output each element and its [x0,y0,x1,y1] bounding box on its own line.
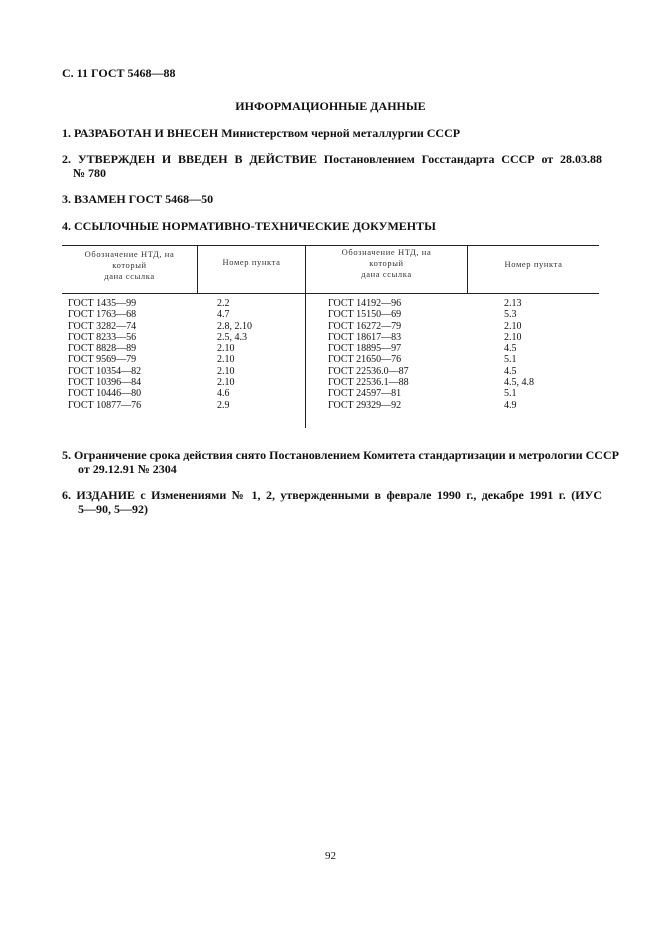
table-cell-doc: ГОСТ 8233—56 [68,331,137,343]
item-2-line2: № 780 [73,166,107,180]
table-cell-doc: ГОСТ 10396—84 [68,377,142,389]
item-1 [62,126,602,140]
table-cell-item: 2.10 [504,331,522,343]
item-6 [62,488,602,516]
table-cell-doc: ГОСТ 15150—69 [328,309,402,321]
table-cell-item: 4.7 [217,309,230,321]
item-2-caps: УТВЕРЖДЕН И ВВЕДЕН В ДЕЙСТВИЕ [77,152,317,166]
table-cell-doc: ГОСТ 10877—76 [68,399,142,411]
table-cell-doc: ГОСТ 18617—83 [328,331,402,343]
item-5-line1: 5. Ограничение срока действия снято Постановлением Комитета стандартизации и метрологии СССР [62,448,619,462]
table-cell-item: 5.1 [504,388,517,400]
table-cell-item: 2.13 [504,298,522,309]
item-6-line2: 5—90, 5—92) [78,502,148,516]
right-doc-column [328,298,409,411]
header-ref-doc-1: Обозначение НТД, на который дана ссылка [84,249,175,281]
item-2-number: 2. [62,152,71,166]
table-cell-item: 2.2 [217,298,230,309]
item-1-number: 1. [62,126,71,140]
table-cell-doc: ГОСТ 21650—76 [328,354,402,366]
item-2-text: Постановлением Госстандарта СССР от 28.03.88 [323,152,603,166]
table-divider [305,293,306,428]
table-cell-doc: ГОСТ 14192—96 [328,298,402,309]
references-table [62,245,599,428]
table-cell-item: 5.1 [504,354,517,366]
table-cell-item: 4.5 [504,365,517,377]
table-cell-item: 2.10 [217,354,235,366]
item-1-text: Министерством черной металлургии СССР [221,126,461,140]
table-cell-item: 2.10 [504,320,522,332]
table-cell-doc: ГОСТ 3282—74 [68,320,137,332]
item-1-caps: РАЗРАБОТАН И ВНЕСЕН [74,126,219,140]
table-cell-doc: ГОСТ 1435—99 [68,298,137,309]
table-cell-item: 4.5, 4.8 [504,377,534,389]
table-cell-item: 2.8, 2.10 [217,320,252,332]
header-item-2: Номер пункта [504,259,563,269]
item-5-line2: от 29.12.91 № 2304 [78,462,177,476]
table-cell-item: 2.10 [217,365,235,377]
table-cell-doc: ГОСТ 29329—92 [328,399,402,411]
section-title: ИНФОРМАЦИОННЫЕ ДАННЫЕ [235,99,426,113]
item-6-number: 6. [62,488,71,502]
table-cell-doc: ГОСТ 18895—97 [328,343,402,355]
table-cell-item: 2.9 [217,399,230,411]
table-cell-item: 2.5, 4.3 [217,331,247,343]
header-ref-doc-2: Обозначение НТД, на который дана ссылка [341,247,432,279]
item-2 [62,152,602,180]
table-cell-doc: ГОСТ 8828—89 [68,343,137,355]
table-header-rule [62,293,599,294]
header-item-1: Номер пункта [222,257,281,267]
page-header: С. 11 ГОСТ 5468—88 [62,66,176,80]
page-number: 92 [325,850,336,862]
table-cell-item: 4.9 [504,399,517,411]
table-top-rule [62,245,599,246]
table-cell-item: 5.3 [504,309,517,321]
table-cell-item: 4.5 [504,343,517,355]
table-cell-doc: ГОСТ 16272—79 [328,320,402,332]
item-6-text: с Изменениями № 1, 2, утвержденными в феврале 1990 г., декабре 1991 г. (ИУС [140,488,603,502]
item-5 [62,448,619,476]
left-doc-column [68,298,141,411]
item-3: 3. ВЗАМЕН ГОСТ 5468—50 [62,192,214,206]
table-cell-doc: ГОСТ 10446—80 [68,388,142,400]
table-cell-item: 2.10 [217,343,235,355]
item-6-caps: ИЗДАНИЕ [76,488,135,502]
table-divider [197,245,198,293]
table-cell-doc: ГОСТ 9569—79 [68,354,137,366]
table-cell-doc: ГОСТ 22536.1—88 [328,377,409,389]
table-cell-doc: ГОСТ 22536.0—87 [328,365,409,377]
table-cell-doc: ГОСТ 10354—82 [68,365,142,377]
table-cell-doc: ГОСТ 24597—81 [328,388,402,400]
left-item-column [217,298,252,411]
table-cell-doc: ГОСТ 1763—68 [68,309,137,321]
item-4: 4. ССЫЛОЧНЫЕ НОРМАТИВНО-ТЕХНИЧЕСКИЕ ДОКУМЕНТЫ [62,219,436,233]
item-2-line1 [62,152,602,166]
item-6-line1 [62,488,602,502]
right-item-column [504,298,534,411]
table-cell-item: 4.6 [217,388,230,400]
table-cell-item: 2.10 [217,377,235,389]
